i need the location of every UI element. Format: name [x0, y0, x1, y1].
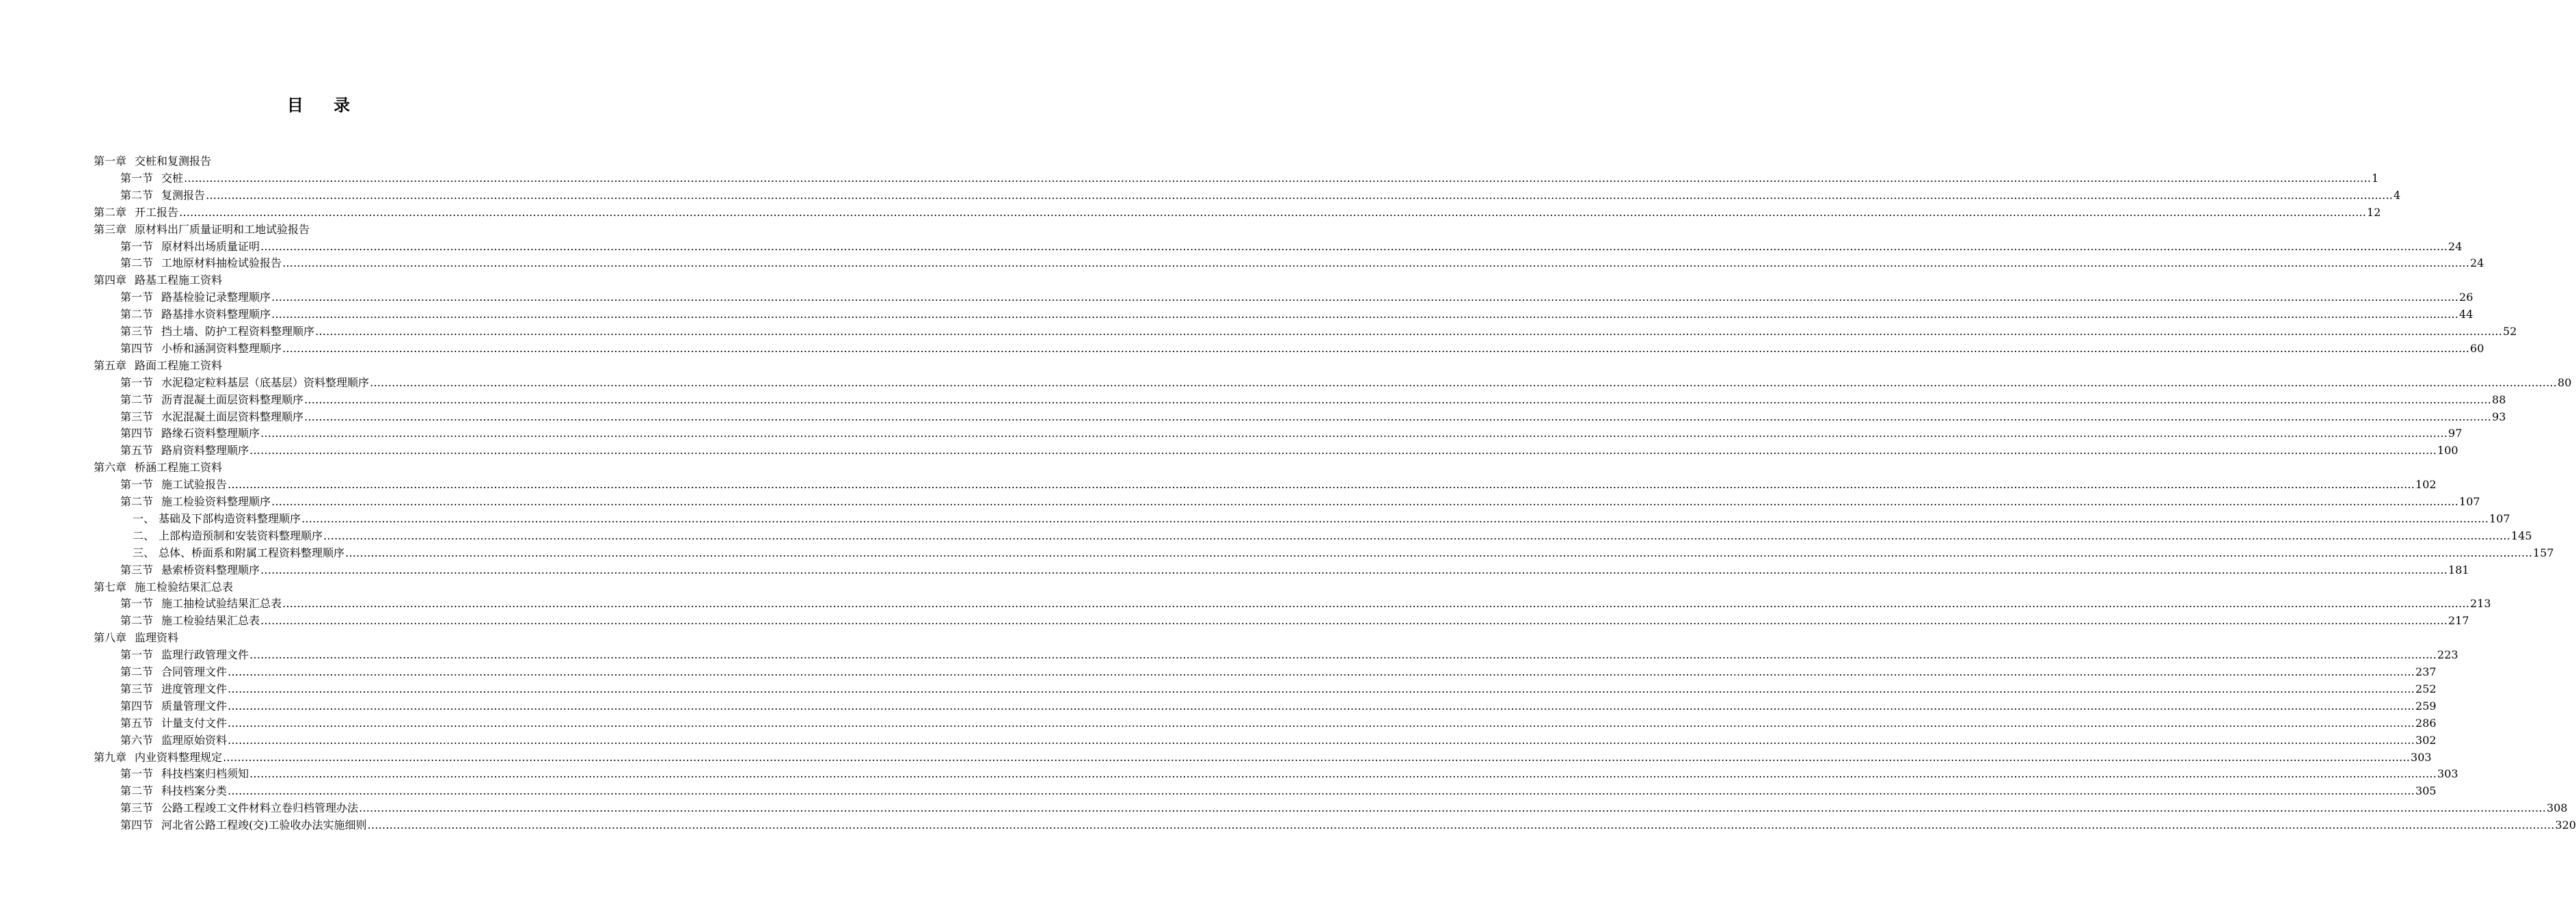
toc-entry-title: 内业资料整理规定 [135, 750, 223, 764]
toc-section [120, 409, 2506, 425]
toc-leader-dots: …………………………………………………………………………………………………………………………………………………………………………………………………………………………………………………………………………………………………………………………………………………………………………………………………………………………………………………………………………………………………………………………………………………… [367, 818, 2555, 832]
toc-leader-dots: …………………………………………………………………………………………………………………………………………………………………………………………………………………………………………………………………………………………………………………………………………………………………………………………………………………………………………………………………………………………………………………………………………………… [282, 597, 2470, 611]
toc-section [120, 647, 2458, 663]
toc-section [120, 425, 2463, 442]
toc-entry-title: 原材料出场质量证明 [161, 239, 260, 253]
toc-page-number: 80 [2558, 375, 2572, 389]
toc-entry-number: 第七章 [94, 580, 127, 594]
toc-leader-dots: …………………………………………………………………………………………………………………………………………………………………………………………………………………………………………………………………………………………………………………………………………………………………………………………………………………………………………………………………………………………………………………………………………………… [315, 325, 2503, 338]
toc-entry-number: 第二节 [120, 392, 154, 406]
toc-entry-number: 第八章 [94, 631, 127, 645]
toc-entry-number: 第三节 [120, 563, 154, 576]
toc-entry-title: 质量管理文件 [161, 699, 228, 712]
toc-page-number: 44 [2459, 308, 2473, 321]
toc-entry-title: 总体、桥面系和附属工程资料整理顺序 [159, 546, 345, 559]
toc-page-number: 24 [2470, 256, 2484, 270]
toc-entry-title: 施工检验资料整理顺序 [161, 495, 271, 508]
toc-leader-dots: …………………………………………………………………………………………………………………………………………………………………………………………………………………………………………………………………………………………………………………………………………………………………………………………………………………………………………………………………………………………………………………………………………………… [260, 614, 2448, 628]
toc-section [120, 766, 2458, 782]
toc-entry-title: 路基工程施工资料 [135, 274, 223, 287]
toc-entry-title: 监理行政管理文件 [161, 648, 249, 662]
toc-entry-number: 第三节 [120, 801, 154, 815]
toc-entry-number: 一、 [133, 511, 155, 525]
toc-entry-title: 进度管理文件 [161, 682, 228, 695]
toc-leader-dots: …………………………………………………………………………………………………………………………………………………………………………………………………………………………………………………………………………………………………………………………………………………………………………………………………………………………………………………………………………………………………………………………………………………… [260, 239, 2448, 253]
toc-page-number: 223 [2437, 648, 2458, 662]
toc-entry-number: 第三节 [120, 410, 154, 423]
toc-entry-number: 第三章 [94, 222, 127, 236]
toc-entry-title: 科技档案归档须知 [161, 767, 249, 781]
toc-subsection [133, 528, 2532, 544]
toc-entry-title: 基础及下部构造资料整理顺序 [159, 511, 301, 525]
toc-entry-number: 第四节 [120, 341, 154, 355]
toc-section [120, 800, 2568, 816]
toc-entry-title: 工地原材料抽检试验报告 [161, 256, 282, 270]
toc-page-number: 259 [2415, 699, 2437, 712]
toc-entry-title: 上部构造预制和安装资料整理顺序 [159, 529, 323, 542]
toc-entry-title: 路面工程施工资料 [135, 358, 223, 372]
toc-entry-title: 公路工程竣工文件材料立卷归档管理办法 [161, 801, 359, 815]
toc-page-number: 286 [2415, 716, 2437, 730]
toc-entry-title: 施工检验结果汇总表 [135, 580, 234, 594]
toc-leader-dots: …………………………………………………………………………………………………………………………………………………………………………………………………………………………………………………………………………………………………………………………………………………………………………………………………………………………………………………………………………………………………………………………………………………… [304, 392, 2492, 406]
toc-entry-number: 第一章 [94, 155, 127, 168]
toc-leader-dots: …………………………………………………………………………………………………………………………………………………………………………………………………………………………………………………………………………………………………………………………………………………………………………………………………………………………………………………………………………………………………………………………………………………… [249, 767, 2437, 781]
toc-leader-dots: …………………………………………………………………………………………………………………………………………………………………………………………………………………………………………………………………………………………………………………………………………………………………………………………………………………………………………………………………………………………………………………………………………………… [370, 375, 2558, 389]
page-title: 目 录 [286, 96, 363, 115]
toc-entry-title: 挡土墙、防护工程资料整理顺序 [161, 325, 315, 338]
toc-entry-number: 第二节 [120, 665, 154, 678]
toc-page-number: 52 [2503, 325, 2517, 338]
toc-page-number: 1 [2372, 171, 2379, 185]
toc-entry-title: 小桥和涵洞资料整理顺序 [161, 341, 282, 355]
toc-leader-dots: …………………………………………………………………………………………………………………………………………………………………………………………………………………………………………………………………………………………………………………………………………………………………………………………………………………………………………………………………………………………………………………………………………………… [206, 188, 2394, 202]
toc-page-number: 320 [2555, 818, 2576, 832]
toc-chapter [94, 358, 222, 374]
toc-subsection [133, 511, 2510, 527]
toc-leader-dots: …………………………………………………………………………………………………………………………………………………………………………………………………………………………………………………………………………………………………………………………………………………………………………………………………………………………………………………………………………………………………………………………………………………… [228, 784, 2415, 798]
toc-section [120, 187, 2401, 204]
toc-entry-number: 第二节 [120, 784, 154, 798]
toc-entry-title: 施工检验结果汇总表 [161, 614, 260, 628]
toc-section [120, 596, 2491, 612]
toc-entry-number: 第二节 [120, 614, 154, 628]
toc-chapter [94, 460, 222, 476]
toc-entry-title: 路肩资料整理顺序 [161, 444, 249, 457]
toc-page-number: 213 [2470, 597, 2491, 611]
toc-section [120, 170, 2379, 187]
toc-entry-number: 第六章 [94, 461, 127, 475]
toc-leader-dots: …………………………………………………………………………………………………………………………………………………………………………………………………………………………………………………………………………………………………………………………………………………………………………………………………………………………………………………………………………………………………………………………………………………… [260, 563, 2448, 576]
toc-entry-title: 计量支付文件 [161, 716, 228, 730]
toc-section [120, 239, 2463, 255]
toc-section [120, 255, 2484, 271]
toc-leader-dots: …………………………………………………………………………………………………………………………………………………………………………………………………………………………………………………………………………………………………………………………………………………………………………………………………………………………………………………………………………………………………………………………………………………… [345, 546, 2533, 559]
toc-leader-dots: …………………………………………………………………………………………………………………………………………………………………………………………………………………………………………………………………………………………………………………………………………………………………………………………………………………………………………………………………………………………………………………………………………………… [282, 341, 2470, 355]
toc-section [120, 698, 2437, 715]
toc-entry-number: 第一节 [120, 478, 154, 492]
toc-page-number: 97 [2448, 427, 2463, 440]
toc-page-number: 100 [2437, 444, 2458, 457]
toc-section [120, 477, 2437, 493]
toc-entry-number: 第四节 [120, 427, 154, 440]
toc-page-number: 303 [2437, 767, 2458, 781]
toc-entry-title: 交桩和复测报告 [135, 155, 212, 168]
toc-entry-title: 科技档案分类 [161, 784, 228, 798]
toc-entry-title: 交桩 [161, 171, 184, 185]
toc-entry-number: 二、 [133, 529, 155, 542]
toc-page-number: 157 [2533, 546, 2554, 559]
toc-leader-dots: …………………………………………………………………………………………………………………………………………………………………………………………………………………………………………………………………………………………………………………………………………………………………………………………………………………………………………………………………………………………………………………………………………………… [282, 256, 2470, 270]
toc-leader-dots: …………………………………………………………………………………………………………………………………………………………………………………………………………………………………………………………………………………………………………………………………………………………………………………………………………………………………………………………………………………………………………………………………………………… [228, 699, 2415, 712]
toc-entry-number: 第一节 [120, 239, 154, 253]
toc-entry-title: 复测报告 [161, 188, 206, 202]
toc-chapter [94, 272, 222, 289]
toc-chapter [94, 630, 178, 646]
toc-entry-title: 路基排水资料整理顺序 [161, 308, 271, 321]
toc-entry-number: 第五章 [94, 358, 127, 372]
toc-chapter [94, 222, 310, 238]
toc-subsection [133, 545, 2554, 561]
toc-page-number: 303 [2411, 750, 2432, 764]
toc-section [120, 375, 2572, 391]
toc-section [120, 306, 2473, 323]
toc-entry-number: 第二节 [120, 495, 154, 508]
toc-entry-number: 第六节 [120, 733, 154, 747]
toc-page-number: 93 [2492, 410, 2506, 423]
toc-leader-dots: …………………………………………………………………………………………………………………………………………………………………………………………………………………………………………………………………………………………………………………………………………………………………………………………………………………………………………………………………………………………………………………………………………………… [228, 478, 2415, 492]
toc-page-number: 308 [2547, 801, 2568, 815]
toc-section [120, 323, 2517, 340]
toc-entry-title: 监理资料 [135, 631, 179, 645]
toc-entry-number: 第二章 [94, 205, 127, 219]
toc-section [120, 783, 2437, 799]
toc-leader-dots: …………………………………………………………………………………………………………………………………………………………………………………………………………………………………………………………………………………………………………………………………………………………………………………………………………………………………………………………………………………………………………………………………………………… [271, 308, 2459, 321]
toc-entry-title: 路缘石资料整理顺序 [161, 427, 260, 440]
toc-page-number: 107 [2489, 511, 2510, 525]
toc-leader-dots: …………………………………………………………………………………………………………………………………………………………………………………………………………………………………………………………………………………………………………………………………………………………………………………………………………………………………………………………………………………………………………………………………………………… [184, 171, 2372, 185]
toc-leader-dots: …………………………………………………………………………………………………………………………………………………………………………………………………………………………………………………………………………………………………………………………………………………………………………………………………………………………………………………………………………………………………………………………………………………… [228, 665, 2415, 678]
toc-page-number: 102 [2415, 478, 2437, 492]
toc-entry-number: 第三节 [120, 325, 154, 338]
toc-entry-title: 原材料出厂质量证明和工地试验报告 [135, 222, 310, 236]
toc-entry-number: 第五节 [120, 716, 154, 730]
toc-page-number: 88 [2492, 392, 2506, 406]
toc-chapter [94, 153, 211, 170]
toc-entry-title: 悬索桥资料整理顺序 [161, 563, 260, 576]
toc-section [120, 664, 2437, 680]
toc-section [120, 392, 2506, 408]
toc-page-number: 237 [2415, 665, 2437, 678]
toc-entry-title: 水泥稳定粒料基层（底基层）资料整理顺序 [161, 375, 370, 389]
toc-entry-number: 第五节 [120, 444, 154, 457]
toc-leader-dots: …………………………………………………………………………………………………………………………………………………………………………………………………………………………………………………………………………………………………………………………………………………………………………………………………………………………………………………………………………………………………………………………………………………… [260, 427, 2448, 440]
toc-page-number: 252 [2415, 682, 2437, 695]
toc-entry-title: 施工抽检试验结果汇总表 [161, 597, 282, 611]
toc-leader-dots: …………………………………………………………………………………………………………………………………………………………………………………………………………………………………………………………………………………………………………………………………………………………………………………………………………………………………………………………………………………………………………………………………………………… [228, 682, 2415, 695]
toc-page-number: 24 [2448, 239, 2463, 253]
toc-entry-number: 第一节 [120, 767, 154, 781]
toc-entry-number: 第二节 [120, 188, 154, 202]
toc-chapter [94, 579, 233, 596]
toc-section [120, 442, 2458, 459]
toc-entry-title: 水泥混凝土面层资料整理顺序 [161, 410, 304, 423]
toc-entry-number: 第二节 [120, 308, 154, 321]
toc-entry-number: 第九章 [94, 750, 127, 764]
toc-entry-number: 第三节 [120, 682, 154, 695]
toc-leader-dots: …………………………………………………………………………………………………………………………………………………………………………………………………………………………………………………………………………………………………………………………………………………………………………………………………………………………………………………………………………………………………………………………………………………… [228, 733, 2415, 747]
toc-leader-dots: …………………………………………………………………………………………………………………………………………………………………………………………………………………………………………………………………………………………………………………………………………………………………………………………………………………………………………………………………………………………………………………………………………………… [249, 648, 2437, 662]
toc-page-number: 145 [2511, 529, 2532, 542]
toc-leader-dots: …………………………………………………………………………………………………………………………………………………………………………………………………………………………………………………………………………………………………………………………………………………………………………………………………………………………………………………………………………………………………………………………………………………… [359, 801, 2547, 815]
toc-entry-number: 第一节 [120, 171, 154, 185]
toc-section [120, 715, 2437, 732]
toc-entry-title: 监理原始资料 [161, 733, 228, 747]
toc-section [120, 681, 2437, 697]
toc-entry-number: 第一节 [120, 597, 154, 611]
toc-leader-dots: …………………………………………………………………………………………………………………………………………………………………………………………………………………………………………………………………………………………………………………………………………………………………………………………………………………………………………………………………………………………………………………………………………………… [228, 716, 2415, 730]
toc-leader-dots: …………………………………………………………………………………………………………………………………………………………………………………………………………………………………………………………………………………………………………………………………………………………………………………………………………………………………………………………………………………………………………………………………………………… [179, 205, 2367, 219]
toc-section [120, 341, 2484, 357]
toc-leader-dots: …………………………………………………………………………………………………………………………………………………………………………………………………………………………………………………………………………………………………………………………………………………………………………………………………………………………………………………………………………………………………………………………………………………… [301, 511, 2489, 525]
toc-leader-dots: …………………………………………………………………………………………………………………………………………………………………………………………………………………………………………………………………………………………………………………………………………………………………………………………………………………………………………………………………………………………………………………………………………………… [304, 410, 2492, 423]
toc-section [120, 732, 2437, 749]
toc-entry-title: 沥青混凝土面层资料整理顺序 [161, 392, 304, 406]
toc-section [120, 494, 2480, 510]
toc-page-number: 181 [2448, 563, 2469, 576]
toc-leader-dots: …………………………………………………………………………………………………………………………………………………………………………………………………………………………………………………………………………………………………………………………………………………………………………………………………………………………………………………………………………………………………………………………………………………… [223, 750, 2411, 764]
toc-entry-title: 开工报告 [135, 205, 179, 219]
toc-section [120, 817, 2576, 834]
toc-entry-number: 第一节 [120, 291, 154, 304]
toc-section [120, 562, 2469, 578]
toc-page-number: 26 [2459, 291, 2473, 304]
toc-entry-title: 合同管理文件 [161, 665, 228, 678]
toc-entry-number: 第四章 [94, 274, 127, 287]
toc-page-number: 12 [2367, 205, 2381, 219]
toc-section [120, 289, 2473, 306]
toc-entry-number: 第二节 [120, 256, 154, 270]
toc-page-number: 4 [2394, 188, 2401, 202]
toc-page-number: 107 [2459, 495, 2480, 508]
toc-page-number: 305 [2415, 784, 2437, 798]
toc-entry-number: 第四节 [120, 818, 154, 832]
toc-chapter [94, 749, 2432, 766]
toc-leader-dots: …………………………………………………………………………………………………………………………………………………………………………………………………………………………………………………………………………………………………………………………………………………………………………………………………………………………………………………………………………………………………………………………………………………… [323, 529, 2511, 542]
toc-entry-number: 第四节 [120, 699, 154, 712]
toc-leader-dots: …………………………………………………………………………………………………………………………………………………………………………………………………………………………………………………………………………………………………………………………………………………………………………………………………………………………………………………………………………………………………………………………………………………… [271, 495, 2459, 508]
toc-page-number: 302 [2415, 733, 2437, 747]
toc-entry-title: 桥涵工程施工资料 [135, 461, 223, 475]
toc-chapter [94, 204, 2381, 221]
toc-entry-title: 河北省公路工程竣(交)工验收办法实施细则 [161, 818, 367, 832]
toc-page-number: 60 [2470, 341, 2484, 355]
toc-leader-dots: …………………………………………………………………………………………………………………………………………………………………………………………………………………………………………………………………………………………………………………………………………………………………………………………………………………………………………………………………………………………………………………………………………………… [249, 444, 2437, 457]
toc-entry-title: 路基检验记录整理顺序 [161, 291, 271, 304]
toc-entry-number: 第一节 [120, 375, 154, 389]
toc-leader-dots: …………………………………………………………………………………………………………………………………………………………………………………………………………………………………………………………………………………………………………………………………………………………………………………………………………………………………………………………………………………………………………………………………………………… [271, 291, 2459, 304]
toc-entry-number: 第一节 [120, 648, 154, 662]
toc-entry-title: 施工试验报告 [161, 478, 228, 492]
toc-page-number: 217 [2448, 614, 2469, 628]
toc-entry-number: 三、 [133, 546, 155, 559]
toc-section [120, 613, 2469, 629]
